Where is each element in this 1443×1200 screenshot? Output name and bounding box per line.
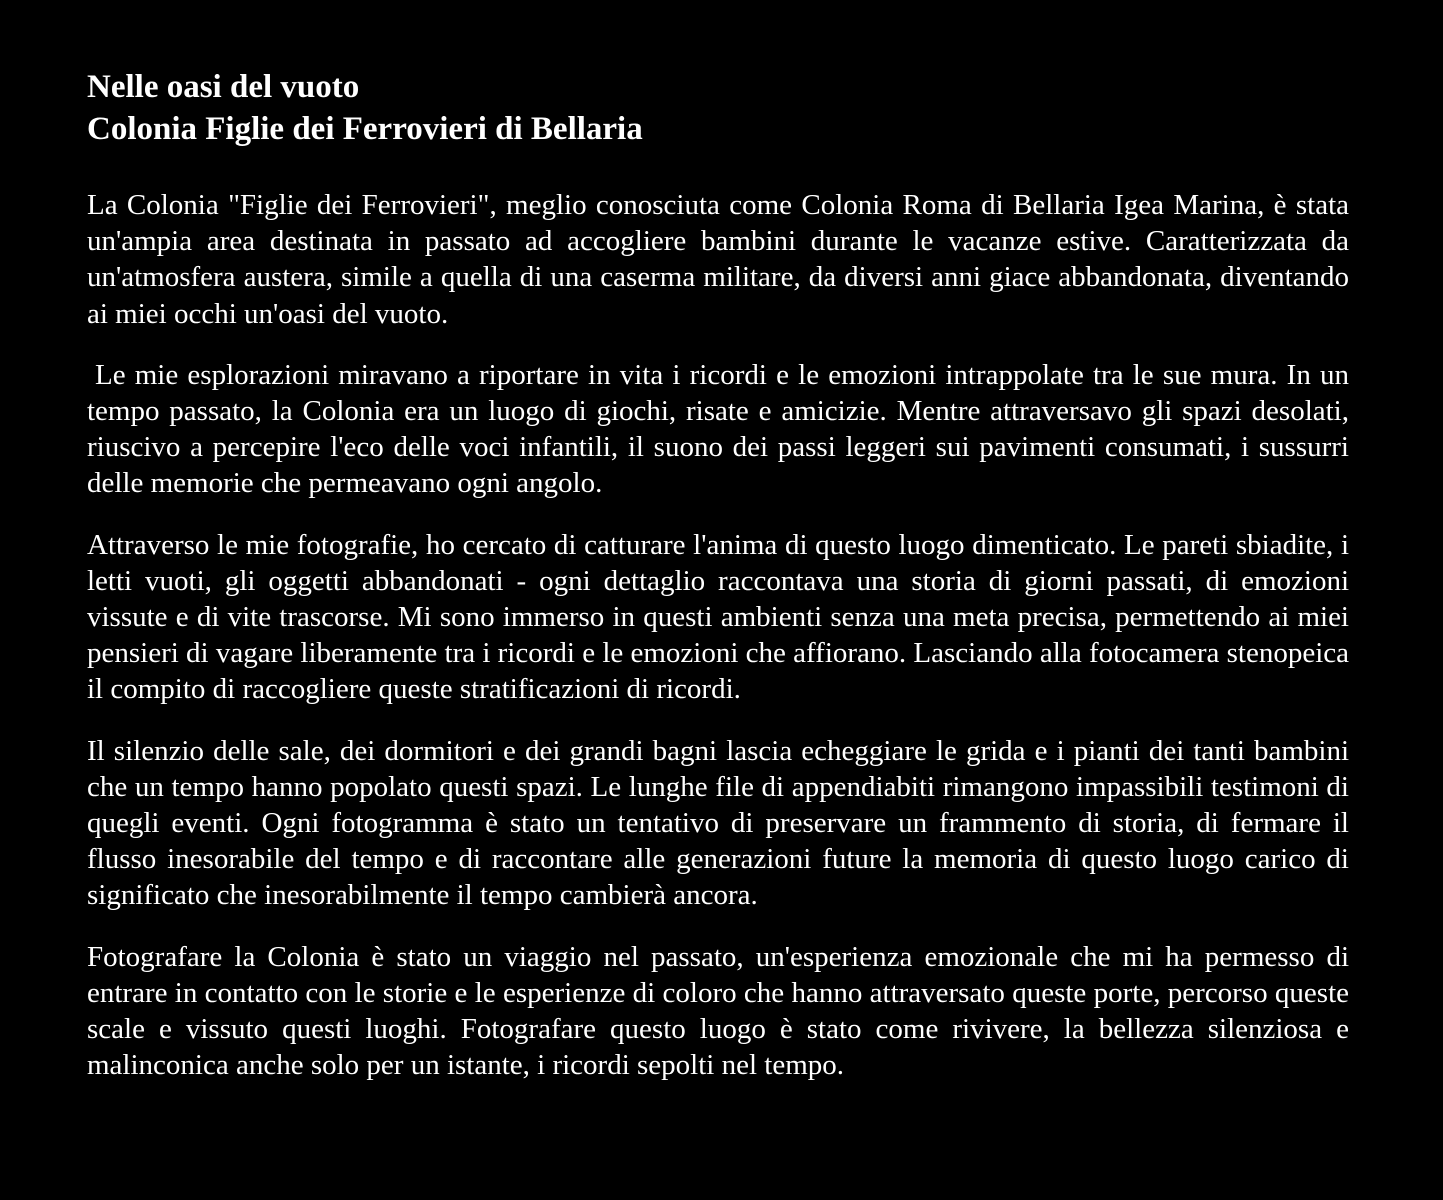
heading-block [87,66,1349,150]
paragraph-explorations: Le mie esplorazioni miravano a riportare in vita i ricordi e le emozioni intrappolate tra le sue mura. In un tempo passato, la Colonia era un luogo di giochi, risate e amicizie. Mentre attraversavo gli spazi desolati, riuscivo a percepire l'eco delle voci infantili, il suono dei passi leggeri sui pavimenti consumati, i sussurri delle memorie che permeavano ogni angolo. [87,358,1349,500]
document-subtitle: Colonia Figlie dei Ferrovieri di Bellaria [87,111,643,147]
document-title: Nelle oasi del vuoto [87,69,360,105]
paragraph-conclusion: Fotografare la Colonia è stato un viaggio nel passato, un'esperienza emozionale che mi ha permesso di entrare in contatto con le storie e le esperienze di coloro che hanno attraversato queste porte, percorso queste scale e vissuto questi luoghi. Fotografare questo luogo è stato come rivivere, la bellezza silenziosa e malinconica anche solo per un istante, i ricordi sepolti nel tempo. [87,940,1349,1082]
text-block [87,66,1349,1108]
paragraph-intro: La Colonia "Figlie dei Ferrovieri", meglio conosciuta come Colonia Roma di Bellaria Igea Marina, è stata un'ampia area destinata in passato ad accogliere bambini durante le vacanze estive. Caratterizzata da un'atmosfera austera, simile a quella di una caserma militare, da diversi anni giace abbandonata, diventando ai miei occhi un'oasi del vuoto. [87,189,1349,330]
paragraph-silence: Il silenzio delle sale, dei dormitori e dei grandi bagni lascia echeggiare le grida e i pianti dei tanti bambini che un tempo hanno popolato questi spazi. Le lunghe file di appendiabiti rimangono impassibili testimoni di quegli eventi. Ogni fotogramma è stato un tentativo di preservare un frammento di storia, di fermare il flusso inesorabile del tempo e di raccontare alle generazioni future la memoria di questo luogo carico di significato che inesorabilmente il tempo cambierà ancora. [87,734,1349,912]
paragraph-photographs: Attraverso le mie fotografie, ho cercato di catturare l'anima di questo luogo dimenticato. Le pareti sbiadite, i letti vuoti, gli oggetti abbandonati - ogni dettaglio raccontava una storia di giorni passati, di emozioni vissute e di vite trascorse. Mi sono immerso in questi ambienti senza una meta precisa, permettendo ai miei pensieri di vagare liberamente tra i ricordi e le emozioni che affiorano. Lasciando alla fotocamera stenopeica il compito di raccogliere queste stratificazioni di ricordi. [87,528,1349,706]
